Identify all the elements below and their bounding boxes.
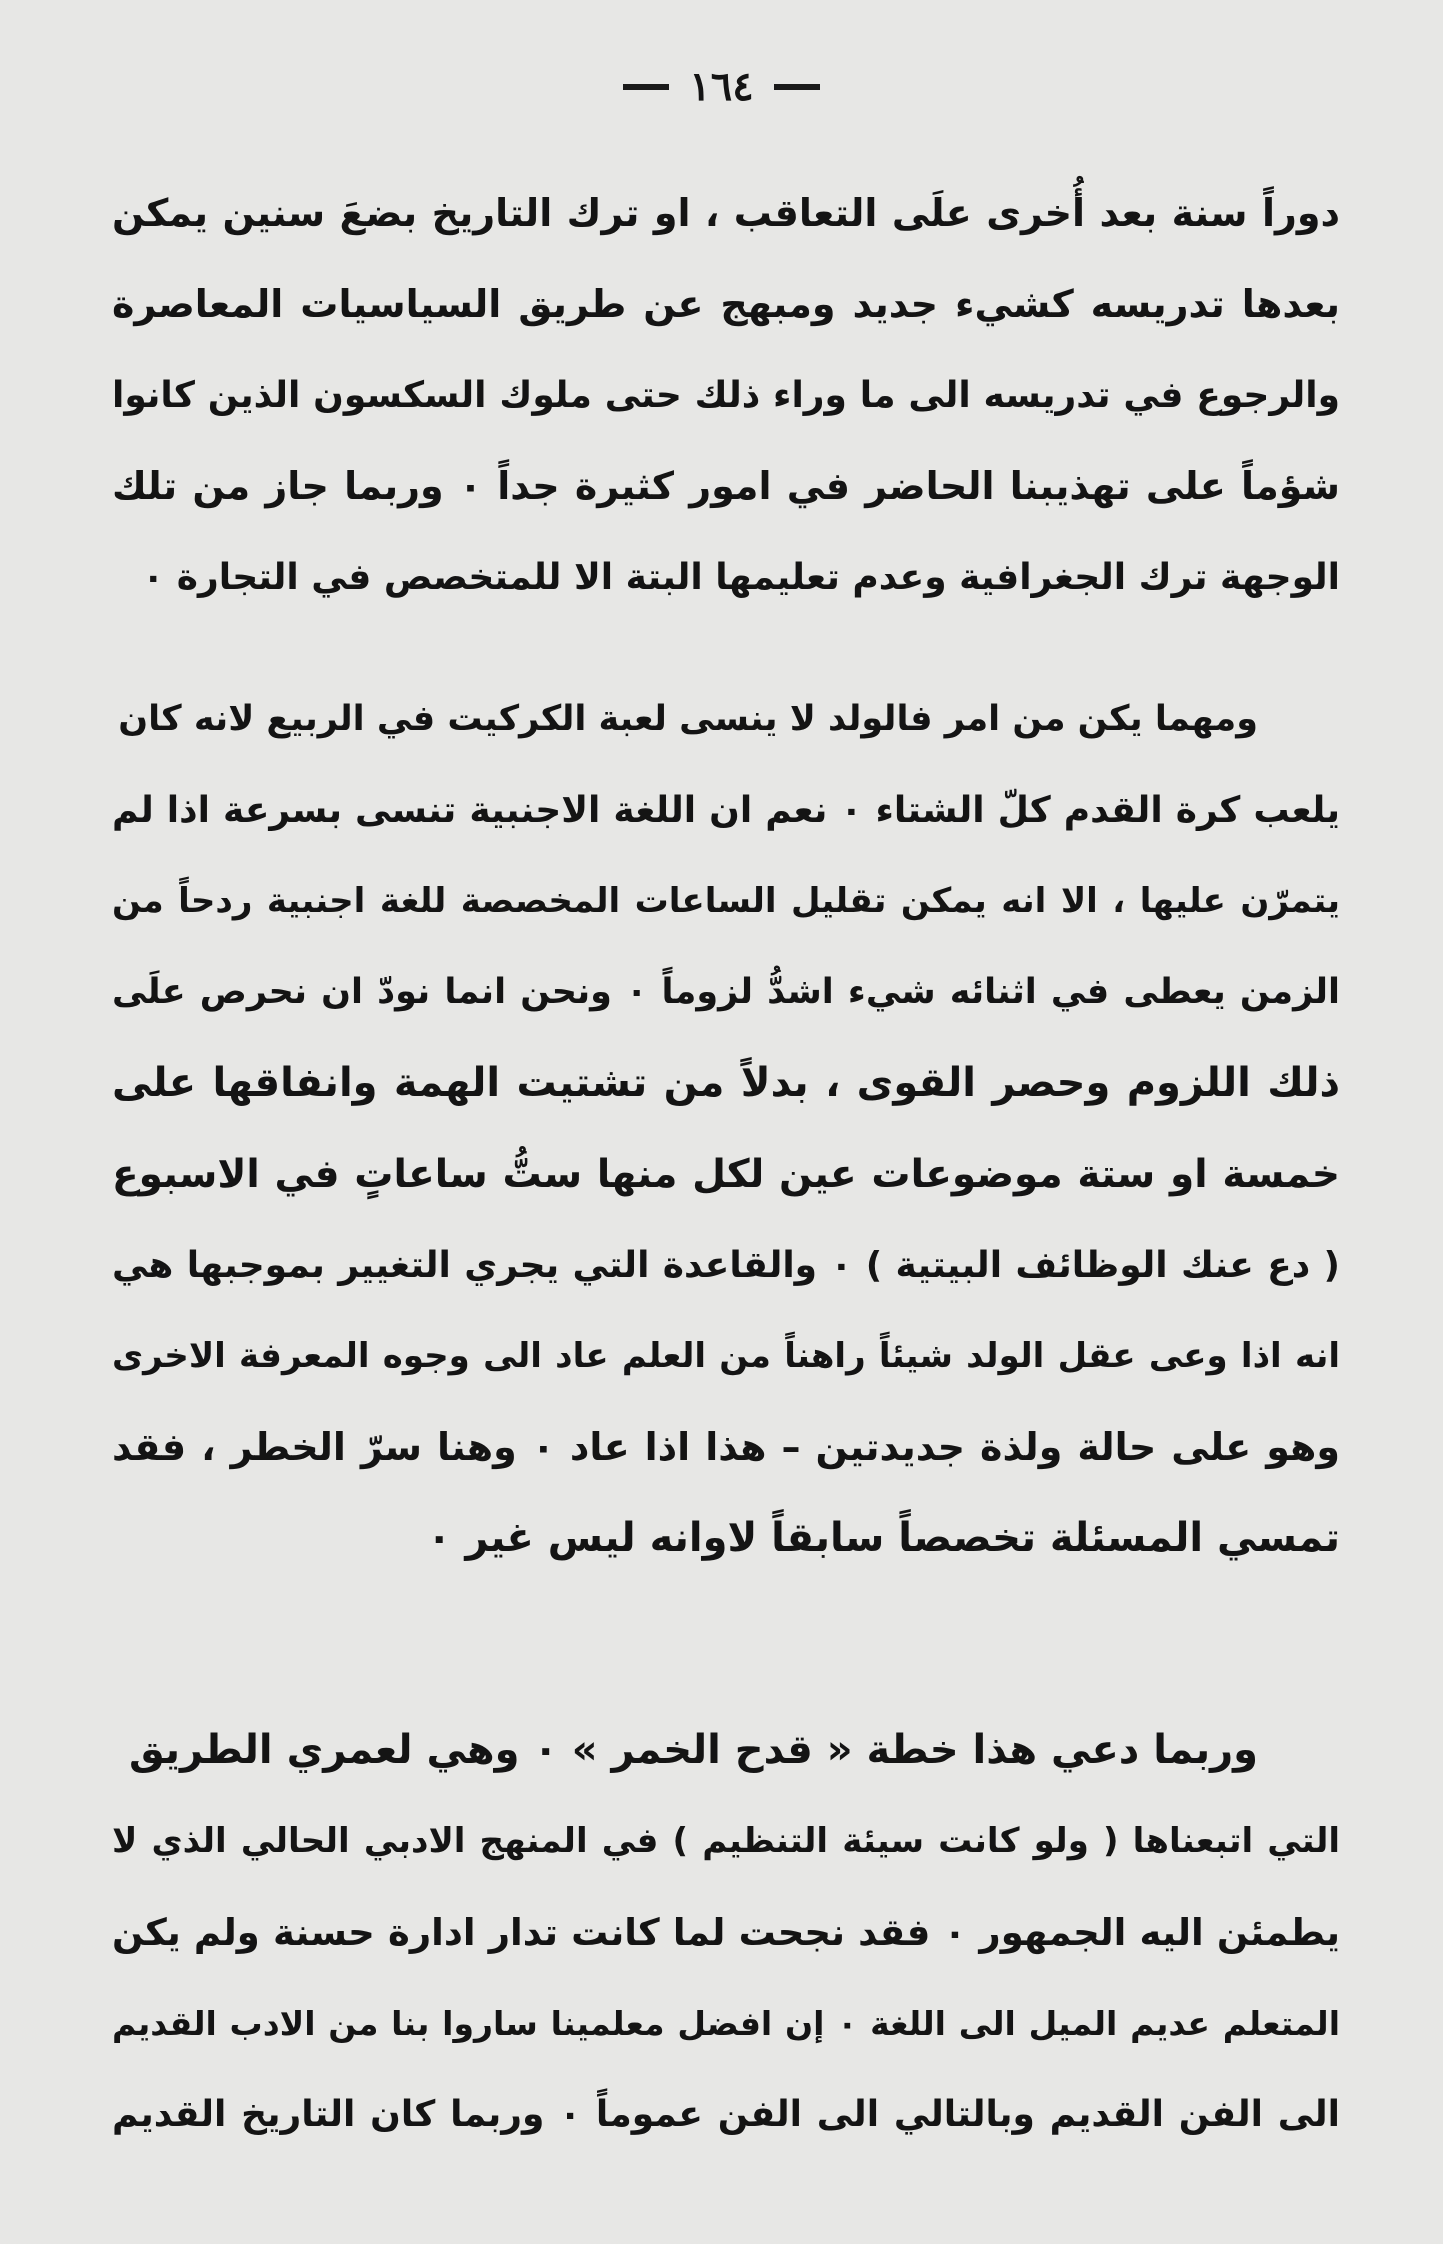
text-line: بعدها تدريسه كشيء جديد ومبهج عن طريق السياسيات المعاصرة — [112, 282, 1340, 326]
text-line: وهو على حالة ولذة جديدتين – هذا اذا عاد ٠ وهنا سرّ الخطر ، فقد — [112, 1425, 1340, 1469]
text-line: المتعلم عديم الميل الى اللغة ٠ إن افضل معلمينا ساروا بنا من الادب القديم — [112, 2004, 1340, 2043]
text-line: ( دع عنك الوظائف البيتية ) ٠ والقاعدة التي يجري التغيير بموجبها هي — [112, 1245, 1340, 1286]
text-line: يلعب كرة القدم كلّ الشتاء ٠ نعم ان اللغة الاجنبية تنسى بسرعة اذا لم — [112, 790, 1340, 831]
text-line: دوراً سنة بعد أُخرى علَى التعاقب ، او ترك التاريخ بضعَ سنين يمكن — [112, 191, 1340, 235]
paragraph-1 — [112, 168, 1340, 623]
text-line: التي اتبعناها ( ولو كانت سيئة التنظيم ) في المنهج الادبي الحالي الذي لا — [112, 1821, 1340, 1861]
paragraph-3 — [112, 1705, 1340, 2160]
text-line: ومهما يكن من امر فالولد لا ينسى لعبة الكركيت في الربيع لانه كان — [118, 699, 1258, 739]
text-line: يطمئن اليه الجمهور ٠ فقد نجحت لما كانت تدار ادارة حسنة ولم يكن — [112, 1911, 1340, 1954]
text-line: خمسة او ستة موضوعات عين لكل منها ستُّ ساعاتٍ في الاسبوع — [112, 1152, 1340, 1197]
text-line: يتمرّن عليها ، الا انه يمكن تقليل الساعات المخصصة للغة اجنبية ردحاً من — [112, 881, 1340, 921]
text-line: والرجوع في تدريسه الى ما وراء ذلك حتى ملوك السكسون الذين كانوا — [112, 375, 1340, 416]
text-line: شؤماً على تهذيبنا الحاضر في امور كثيرة جداً ٠ وربما جاز من تلك — [112, 464, 1340, 508]
text-line: الوجهة ترك الجغرافية وعدم تعليمها البتة الا للمتخصص في التجارة ٠ — [142, 557, 1340, 598]
text-line: تمسي المسئلة تخصصاً سابقاً لاوانه ليس غير ٠ — [426, 1515, 1340, 1561]
text-line: وربما دعي هذا خطة « قدح الخمر » ٠ وهي لعمري الطريق — [128, 1727, 1258, 1773]
header-dash-left — [774, 84, 820, 90]
header-dash-right — [623, 84, 669, 90]
page-number: ١٦٤ — [689, 63, 754, 110]
text-line: انه اذا وعى عقل الولد شيئاً راهناً من العلم عاد الى وجوه المعرفة الاخرى — [112, 1336, 1340, 1376]
page-header — [0, 62, 1443, 112]
text-line: ذلك اللزوم وحصر القوى ، بدلاً من تشتيت الهمة وانفاقها على — [112, 1060, 1340, 1106]
paragraph-2 — [112, 674, 1340, 1584]
text-line: الى الفن القديم وبالتالي الى الفن عموماً ٠ وربما كان التاريخ القديم — [112, 2094, 1340, 2135]
text-line: الزمن يعطى في اثنائه شيء اشدُّ لزوماً ٠ ونحن انما نودّ ان نحرص علَى — [112, 972, 1340, 1012]
